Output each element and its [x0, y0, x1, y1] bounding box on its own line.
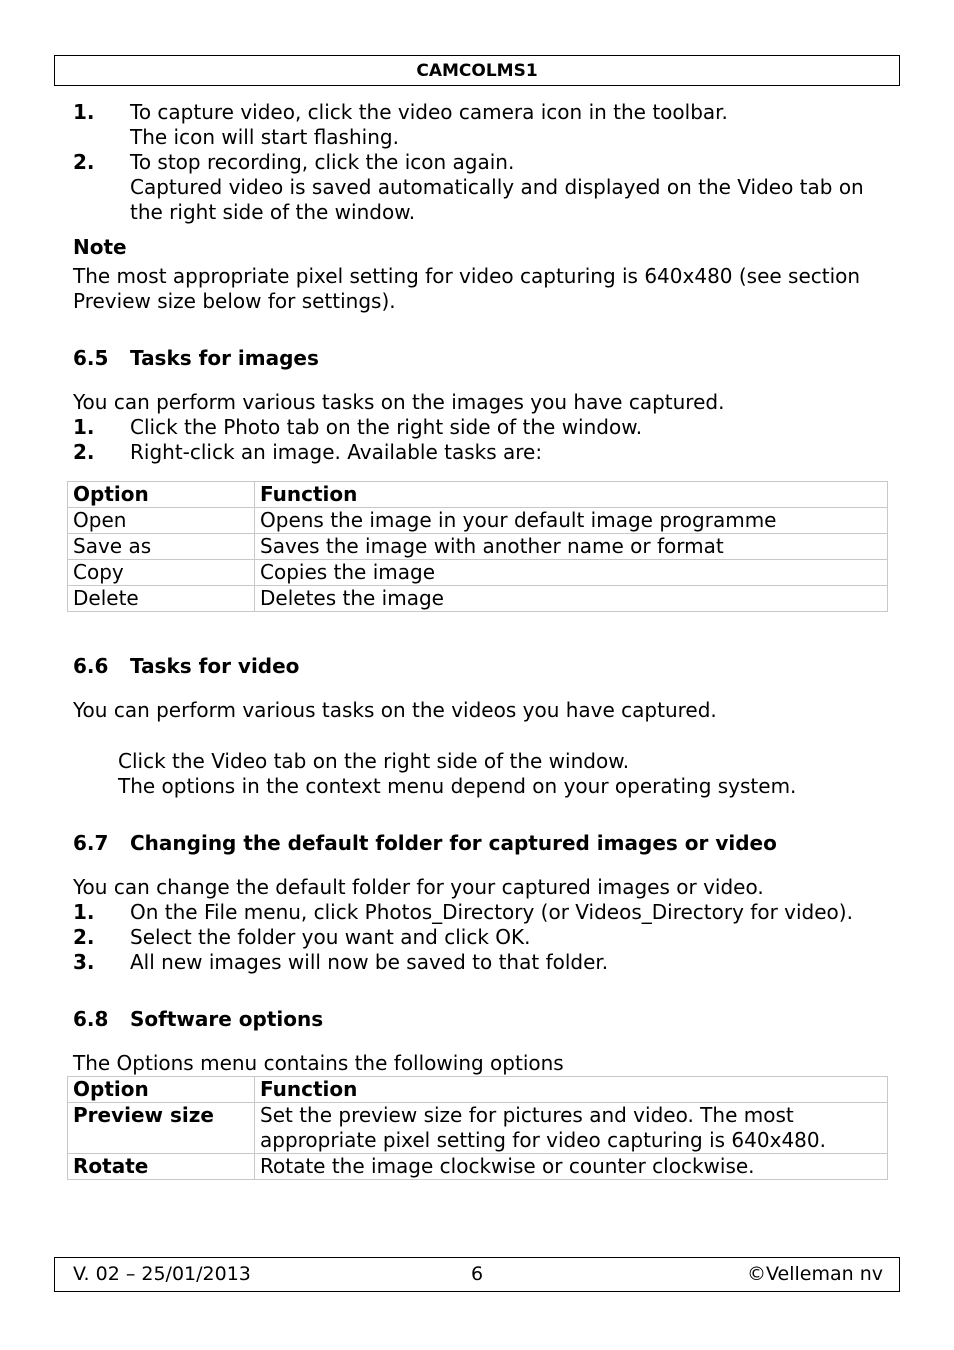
list-item — [73, 415, 893, 440]
indented-line: The options in the context menu depend on your operating system. — [118, 774, 797, 798]
step-text: On the File menu, click Photos_Directory (or Videos_Directory for video). — [130, 900, 853, 924]
section-heading — [73, 831, 893, 856]
section-intro: The Options menu contains the following options — [73, 1051, 564, 1075]
section-number: 6.7 — [73, 831, 109, 855]
step-text: Captured video is saved automatically and displayed on the Video tab on the right side of the window. — [130, 175, 864, 224]
page-content — [73, 100, 893, 1180]
header-title: CAMCOLMS1 — [416, 61, 538, 81]
step-number: 2. — [73, 440, 95, 464]
footer-page-number: 6 — [471, 1263, 484, 1285]
step-text: Click the Photo tab on the right side of the window. — [130, 415, 643, 439]
table-row — [68, 560, 888, 586]
step-text: To capture video, click the video camera icon in the toolbar. — [130, 100, 728, 124]
step-text: Select the folder you want and click OK. — [130, 925, 531, 949]
table-row — [68, 586, 888, 612]
list-item — [73, 950, 893, 975]
section-title: Software options — [130, 1007, 324, 1031]
table-row — [68, 1103, 888, 1154]
step-number: 1. — [73, 900, 95, 924]
section-intro: You can perform various tasks on the videos you have captured. — [73, 698, 717, 722]
table-cell: Delete — [68, 586, 255, 612]
table-cell: Copy — [68, 560, 255, 586]
section-intro: You can perform various tasks on the images you have captured. — [73, 390, 725, 414]
table-header: Option — [68, 1077, 255, 1103]
section-title: Tasks for images — [130, 346, 319, 370]
table-header: Function — [255, 1077, 888, 1103]
table-header-row — [68, 1077, 888, 1103]
indented-line: Click the Video tab on the right side of the window. — [118, 749, 630, 773]
step-text: Right-click an image. Available tasks are: — [130, 440, 543, 464]
table-cell: Set the preview size for pictures and video. The most appropriate pixel setting for video capturing is 640x480. — [255, 1103, 888, 1154]
table-cell: Rotate the image clockwise or counter clockwise. — [255, 1154, 888, 1180]
footer-version: V. 02 – 25/01/2013 — [73, 1263, 251, 1285]
footer-copyright: ©Velleman nv — [747, 1263, 883, 1285]
video-step — [73, 150, 893, 225]
software-options-table — [67, 1076, 888, 1180]
video-step — [73, 100, 893, 150]
page-footer — [54, 1257, 900, 1292]
list-item — [73, 900, 893, 925]
step-text: To stop recording, click the icon again. — [130, 150, 515, 174]
table-cell: Deletes the image — [255, 586, 888, 612]
note-heading: Note — [73, 235, 127, 259]
step-text: All new images will now be saved to that folder. — [130, 950, 609, 974]
table-cell: Opens the image in your default image programme — [255, 508, 888, 534]
section-heading — [73, 346, 893, 371]
table-header: Function — [255, 482, 888, 508]
table-cell: Saves the image with another name or format — [255, 534, 888, 560]
table-cell: Save as — [68, 534, 255, 560]
section-intro: You can change the default folder for your captured images or video. — [73, 875, 764, 899]
step-number: 2. — [73, 925, 95, 949]
page-header — [54, 55, 900, 86]
indented-text — [73, 749, 893, 799]
table-row — [68, 1154, 888, 1180]
table-header: Option — [68, 482, 255, 508]
section-number: 6.8 — [73, 1007, 109, 1031]
section-heading — [73, 654, 893, 679]
step-number: 2. — [73, 150, 95, 174]
list-item — [73, 440, 893, 465]
table-row — [68, 534, 888, 560]
table-row — [68, 508, 888, 534]
table-cell: Copies the image — [255, 560, 888, 586]
table-cell: Preview size — [68, 1103, 255, 1154]
section-title: Changing the default folder for captured images or video — [130, 831, 777, 855]
image-tasks-table — [67, 481, 888, 612]
section-title: Tasks for video — [130, 654, 300, 678]
step-text: The icon will start flashing. — [130, 125, 399, 149]
section-number: 6.6 — [73, 654, 109, 678]
step-number: 1. — [73, 415, 95, 439]
table-header-row — [68, 482, 888, 508]
step-number: 1. — [73, 100, 95, 124]
note-text: The most appropriate pixel setting for video capturing is 640x480 (see section Preview size below for settings). — [73, 264, 861, 313]
section-heading — [73, 1007, 893, 1032]
table-cell: Rotate — [68, 1154, 255, 1180]
list-item — [73, 925, 893, 950]
table-cell: Open — [68, 508, 255, 534]
section-number: 6.5 — [73, 346, 109, 370]
step-number: 3. — [73, 950, 95, 974]
